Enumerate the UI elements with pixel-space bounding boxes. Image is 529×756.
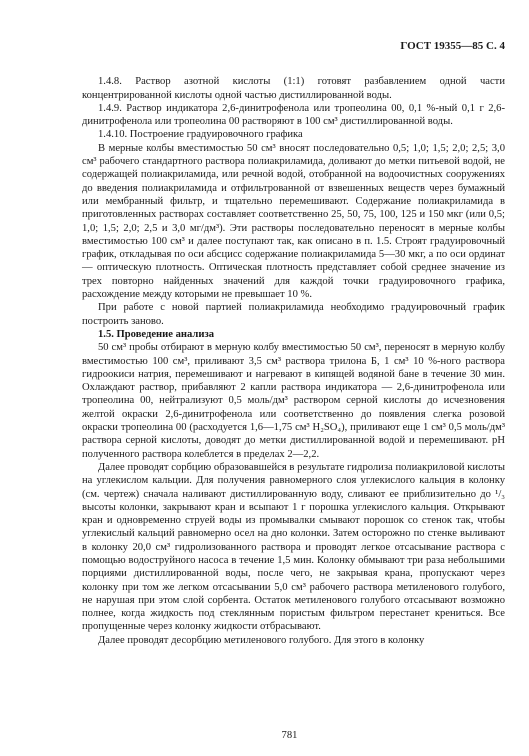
- section-heading-1-5: 1.5. Проведение анализа: [98, 328, 214, 340]
- paragraph-new-batch: При работе с новой партией полиакриламида необходимо градуировочный график построить заново.: [82, 302, 505, 327]
- paragraph-1-4-8: 1.4.8. Раствор азотной кислоты (1:1) готовят разбавлением одной части концентрированной кислоты одной частью дистиллированной воды.: [82, 76, 505, 101]
- paragraph-1-4-10-heading: 1.4.10. Построение градуировочного графика: [98, 129, 303, 141]
- paragraph-1-4-9: 1.4.9. Раствор индикатора 2,6-динитрофенола или тропеолина 00, 0,1 %-ный 0,1 г 2,6-динитрофенола или тропеолина 00 растворяют в 100 см³ дистиллированной воды.: [82, 102, 505, 128]
- page-number: 781: [281, 729, 298, 741]
- paragraph-desorption: Далее проводят десорбцию метиленового голубого. Для этого в колонку: [98, 634, 425, 646]
- paragraph-sorption: Далее проводят сорбцию образовавшейся в результате гидролиза полиакриловой кислоты на углекислом кальции. Для получения равномерного слоя углекислого кальция в колонку (см. чертеж) сначала наливают дистиллированную воду, сливают ее приблизительно до ¹/₃ высоты колонки, закрывают кран и всыпают 1 г порошка углекислого кальция. Открывают кран и одновременно струей воды из промывалки смывают порошок со стенок так, чтобы углекислый кальций равномерно осел на дно колонки. Затем осторожно по стенке выливают в колонку 20,0 см³ гидролизованного раствора и проводят легкое отсасывание раствора с помощью водоструйного насоса в течение 1,5 мин. Колонку обмывают три раза небольшими порциями дистиллированной воды, после чего, не закрывая крана, пропускают через колонку при том же легком отсасывании 5,0 см³ рабочего раствора метиленового голубого, не нарушая при этом слой сорбента. Остаток метиленового голубого отсасывают возможно полнее, когда жидкость под стеклянным пористым фильтром перестанет крениться. Все пропущенные через колонку жидкости отбрасывают.: [82, 461, 505, 633]
- page-header: ГОСТ 19355—85 С. 4: [400, 40, 505, 52]
- paragraph-sample-prep: 50 см³ пробы отбирают в мерную колбу вместимостью 50 см³, переносят в мерную колбу вместимостью 100 см³, приливают 3,5 см³ раствора трилона Б, 1 см³ 10 %-ного раствора гидроокиси натрия, перемешивают и нагревают в кипящей водяной бане в течение 30 мин. Охлаждают раствор, прибавляют 2 капли раствора индикатора — 2,6-динитрофенола или тропеолина 00, нейтрализуют 0,5 моль/дм³ раствором серной кислоты до исчезновения желтой окраски 2,6-динитрофенола или соответственно до появления слегка розовой окраски тропеолина 00 (расходуется 1,6—1,75 см³ H₂SO₄), приливают еще 1 см³ 0,5 моль/дм³ раствора серной кислоты, доводят до метки дистиллированной водой и перемешивают. pH полученного раствора колеблется в пределах 2—2,2.: [82, 342, 505, 460]
- paragraph-calibration: В мерные колбы вместимостью 50 см³ вносят последовательно 0,5; 1,0; 1,5; 2,0; 2,5; 3,0 см³ рабочего стандартного раствора полиакриламида, доливают до метки питьевой водой, не содержащей полиакриламида, или речной водой, отобранной на водоочистных сооружениях до введения полиакриламида и отфильтрованной от взвешенных веществ через бумажный или мембранный фильтр, и тщательно перемешивают. Содержание полиакриламида в приготовленных растворах составляет соответственно 25, 50, 75, 100, 125 и 150 мкг (или 0,5; 1,0; 1,5; 2,0; 2,5 и 3,0 мг/дм³). Эти растворы последовательно переносят в мерные колбы вместимостью 100 см³ и далее поступают так, как описано в п. 1.5. Строят градуировочный график, откладывая по оси абсцисс содержание полиакриламида 5—30 мкг, а по оси ординат — оптическую плотность. Оптическая плотность представляет собой среднее значение из трех повторно найденных значений для каждой точки градуировочного графика, расхождение между которыми не превышает 10 %.: [82, 142, 505, 301]
